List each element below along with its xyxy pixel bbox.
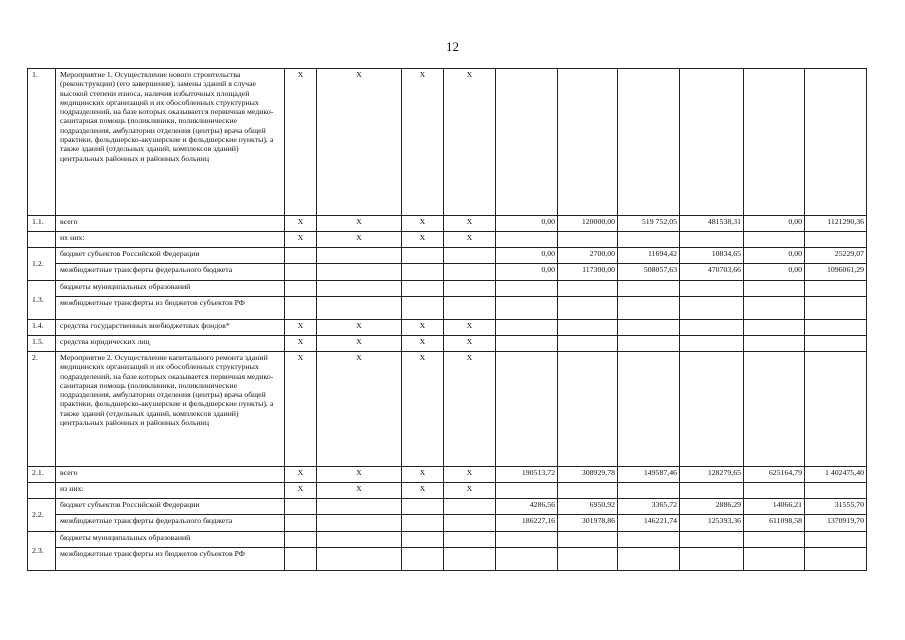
value-cell <box>618 281 680 297</box>
value-cell <box>805 548 867 571</box>
value-cell: 6950,92 <box>558 499 618 515</box>
x-mark-cell <box>317 548 402 571</box>
row-number: 1. <box>28 69 56 216</box>
value-cell <box>618 548 680 571</box>
value-cell: 1096061,29 <box>805 264 867 281</box>
value-cell <box>805 232 867 248</box>
table-row <box>28 216 867 232</box>
row-label: их них: <box>56 232 285 248</box>
x-mark-cell: X <box>285 352 317 467</box>
x-mark-cell <box>317 264 402 281</box>
value-cell <box>558 297 618 320</box>
x-mark-cell <box>402 297 444 320</box>
value-cell <box>744 232 805 248</box>
value-cell <box>618 297 680 320</box>
value-cell <box>805 69 867 216</box>
x-mark-cell <box>285 515 317 532</box>
value-cell <box>496 336 558 352</box>
x-mark-cell <box>444 264 496 281</box>
x-mark-cell: X <box>317 232 402 248</box>
row-number: 1.5. <box>28 336 56 352</box>
x-mark-cell <box>317 532 402 548</box>
value-cell <box>496 483 558 499</box>
value-cell <box>744 548 805 571</box>
value-cell <box>744 532 805 548</box>
value-cell <box>805 336 867 352</box>
value-cell: 186227,16 <box>496 515 558 532</box>
table-row <box>28 232 867 248</box>
x-mark-cell <box>444 248 496 264</box>
value-cell: 0,00 <box>744 216 805 232</box>
table-row <box>28 515 867 532</box>
value-cell: 149587,46 <box>618 467 680 483</box>
x-mark-cell <box>285 499 317 515</box>
x-mark-cell: X <box>402 483 444 499</box>
row-number: 2.1. <box>28 467 56 483</box>
value-cell: 11694,42 <box>618 248 680 264</box>
row-label: межбюджетные трансферты из бюджетов субъектов РФ <box>56 548 285 571</box>
x-mark-cell <box>317 281 402 297</box>
x-mark-cell <box>285 297 317 320</box>
x-mark-cell <box>402 264 444 281</box>
table-row <box>28 281 867 297</box>
row-number <box>28 483 56 499</box>
value-cell <box>496 320 558 336</box>
x-mark-cell <box>402 548 444 571</box>
value-cell: 1370919,70 <box>805 515 867 532</box>
row-number: 1.2. <box>28 248 56 281</box>
row-label: Мероприятие 2. Осуществление капитального ремонта зданий медицинских организаций и их обособленных структурных подразделений, на базе которых оказывается первичная медико-санитарная помощь (поликлиники, поликлинические подразделения, амбулатории отделения (центры) врача общей практики, фельдшерско-акушерские и фельдшерские пункты), а также зданий (отдельных зданий, комплексов зданий) центральных районных и районных больниц <box>56 352 285 467</box>
row-label: Мероприятие 1. Осуществление нового строительства (реконструкции) (его завершение), замены зданий в случае высокой степени износа, наличия избыточных площадей медицинских организаций и их обособленных структурных подразделений, на базе которых оказывается первичная медико-санитарная помощь (поликлиники, поликлинические подразделения, амбулатории отделения (центры) врача общей практики, фельдшерско-акушерские и фельдшерские пункты), а также зданий (отдельных зданий, комплексов зданий) центральных районных и районных больниц <box>56 69 285 216</box>
table-row <box>28 297 867 320</box>
value-cell <box>744 336 805 352</box>
x-mark-cell: X <box>285 216 317 232</box>
table-row <box>28 483 867 499</box>
value-cell <box>805 297 867 320</box>
value-cell: 120000,00 <box>558 216 618 232</box>
table-row <box>28 352 867 467</box>
table-row <box>28 264 867 281</box>
value-cell <box>618 232 680 248</box>
page-number: 12 <box>446 39 459 54</box>
x-mark-cell <box>444 515 496 532</box>
value-cell <box>618 483 680 499</box>
value-cell <box>558 320 618 336</box>
x-mark-cell <box>444 532 496 548</box>
x-mark-cell: X <box>285 320 317 336</box>
x-mark-cell <box>402 532 444 548</box>
x-mark-cell <box>444 548 496 571</box>
x-mark-cell <box>444 297 496 320</box>
value-cell: 301978,86 <box>558 515 618 532</box>
table-body <box>28 69 867 571</box>
x-mark-cell: X <box>285 483 317 499</box>
value-cell: 470703,66 <box>680 264 744 281</box>
value-cell <box>496 69 558 216</box>
x-mark-cell: X <box>402 232 444 248</box>
x-mark-cell: X <box>317 336 402 352</box>
row-number: 1.3. <box>28 281 56 320</box>
x-mark-cell <box>285 248 317 264</box>
x-mark-cell: X <box>402 69 444 216</box>
x-mark-cell: X <box>402 216 444 232</box>
x-mark-cell <box>402 281 444 297</box>
value-cell <box>680 352 744 467</box>
value-cell <box>680 532 744 548</box>
x-mark-cell: X <box>444 483 496 499</box>
value-cell <box>558 548 618 571</box>
value-cell: 0,00 <box>744 264 805 281</box>
value-cell: 128279,65 <box>680 467 744 483</box>
value-cell <box>805 532 867 548</box>
row-label: бюджеты муниципальных образований <box>56 532 285 548</box>
value-cell <box>680 281 744 297</box>
value-cell <box>805 483 867 499</box>
value-cell: 1121290,36 <box>805 216 867 232</box>
value-cell: 2886,29 <box>680 499 744 515</box>
row-label: из них: <box>56 483 285 499</box>
value-cell: 508057,63 <box>618 264 680 281</box>
x-mark-cell: X <box>285 69 317 216</box>
value-cell <box>618 320 680 336</box>
x-mark-cell: X <box>285 336 317 352</box>
value-cell: 31555,70 <box>805 499 867 515</box>
value-cell <box>744 281 805 297</box>
value-cell: 0,00 <box>496 248 558 264</box>
value-cell <box>680 548 744 571</box>
value-cell <box>744 297 805 320</box>
x-mark-cell <box>285 281 317 297</box>
x-mark-cell: X <box>402 320 444 336</box>
value-cell <box>744 320 805 336</box>
row-number: 2. <box>28 352 56 467</box>
value-cell <box>618 532 680 548</box>
value-cell <box>805 352 867 467</box>
value-cell <box>680 483 744 499</box>
value-cell: 481538,31 <box>680 216 744 232</box>
value-cell <box>558 352 618 467</box>
value-cell <box>558 281 618 297</box>
value-cell: 190513,72 <box>496 467 558 483</box>
row-label: бюджеты муниципальных образований <box>56 281 285 297</box>
x-mark-cell: X <box>402 352 444 467</box>
row-number: 1.4. <box>28 320 56 336</box>
value-cell <box>496 297 558 320</box>
row-label: бюджет субъектов Российской Федерации <box>56 499 285 515</box>
x-mark-cell: X <box>444 216 496 232</box>
x-mark-cell: X <box>317 352 402 467</box>
value-cell: 3365,72 <box>618 499 680 515</box>
x-mark-cell <box>285 548 317 571</box>
value-cell <box>496 532 558 548</box>
value-cell: 0,00 <box>496 264 558 281</box>
value-cell <box>618 69 680 216</box>
value-cell <box>680 297 744 320</box>
value-cell: 1 402475,40 <box>805 467 867 483</box>
value-cell <box>618 352 680 467</box>
row-number <box>28 232 56 248</box>
x-mark-cell: X <box>444 232 496 248</box>
table-row <box>28 467 867 483</box>
value-cell <box>618 336 680 352</box>
x-mark-cell: X <box>444 352 496 467</box>
x-mark-cell: X <box>444 69 496 216</box>
x-mark-cell <box>317 515 402 532</box>
x-mark-cell: X <box>285 232 317 248</box>
value-cell <box>680 232 744 248</box>
x-mark-cell <box>402 248 444 264</box>
value-cell <box>744 352 805 467</box>
row-label: всего <box>56 467 285 483</box>
value-cell <box>496 352 558 467</box>
x-mark-cell: X <box>444 467 496 483</box>
row-label: средства государственных внебюджетных фондов* <box>56 320 285 336</box>
x-mark-cell: X <box>317 483 402 499</box>
value-cell <box>805 320 867 336</box>
table-row <box>28 499 867 515</box>
x-mark-cell: X <box>285 467 317 483</box>
value-cell: 519 752,05 <box>618 216 680 232</box>
row-label: межбюджетные трансферты из бюджетов субъектов РФ <box>56 297 285 320</box>
x-mark-cell: X <box>402 467 444 483</box>
x-mark-cell: X <box>317 69 402 216</box>
value-cell: 146221,74 <box>618 515 680 532</box>
value-cell: 117300,00 <box>558 264 618 281</box>
row-label: средства юридических лиц <box>56 336 285 352</box>
table-row <box>28 69 867 216</box>
value-cell: 308929,78 <box>558 467 618 483</box>
value-cell: 625164,79 <box>744 467 805 483</box>
value-cell: 25229,07 <box>805 248 867 264</box>
value-cell <box>558 483 618 499</box>
x-mark-cell <box>444 281 496 297</box>
value-cell <box>496 548 558 571</box>
row-number: 2.3. <box>28 532 56 571</box>
x-mark-cell <box>402 499 444 515</box>
value-cell <box>558 69 618 216</box>
value-cell: 4286,56 <box>496 499 558 515</box>
value-cell: 0,00 <box>744 248 805 264</box>
row-number: 1.1. <box>28 216 56 232</box>
x-mark-cell <box>285 532 317 548</box>
value-cell <box>680 69 744 216</box>
value-cell: 14066,21 <box>744 499 805 515</box>
x-mark-cell: X <box>402 336 444 352</box>
table-row <box>28 320 867 336</box>
row-label: межбюджетные трансферты федерального бюджета <box>56 264 285 281</box>
value-cell <box>496 232 558 248</box>
value-cell: 125393,36 <box>680 515 744 532</box>
value-cell <box>496 281 558 297</box>
x-mark-cell <box>317 499 402 515</box>
value-cell <box>744 483 805 499</box>
x-mark-cell <box>444 499 496 515</box>
value-cell <box>805 281 867 297</box>
x-mark-cell <box>317 248 402 264</box>
x-mark-cell: X <box>317 467 402 483</box>
value-cell <box>744 69 805 216</box>
value-cell <box>558 232 618 248</box>
x-mark-cell <box>402 515 444 532</box>
row-label: межбюджетные трансферты федерального бюджета <box>56 515 285 532</box>
value-cell: 10834,65 <box>680 248 744 264</box>
row-number: 2.2. <box>28 499 56 532</box>
x-mark-cell: X <box>317 320 402 336</box>
value-cell <box>558 532 618 548</box>
value-cell: 2700,00 <box>558 248 618 264</box>
table-row <box>28 336 867 352</box>
value-cell <box>680 320 744 336</box>
table-row <box>28 532 867 548</box>
row-label: бюджет субъектов Российской Федерации <box>56 248 285 264</box>
row-label: всего <box>56 216 285 232</box>
x-mark-cell: X <box>444 336 496 352</box>
x-mark-cell <box>285 264 317 281</box>
table-row <box>28 548 867 571</box>
value-cell: 611098,58 <box>744 515 805 532</box>
value-cell <box>680 336 744 352</box>
x-mark-cell <box>317 297 402 320</box>
table-row <box>28 248 867 264</box>
x-mark-cell: X <box>317 216 402 232</box>
value-cell: 0,00 <box>496 216 558 232</box>
funding-table <box>27 68 867 571</box>
x-mark-cell: X <box>444 320 496 336</box>
value-cell <box>558 336 618 352</box>
